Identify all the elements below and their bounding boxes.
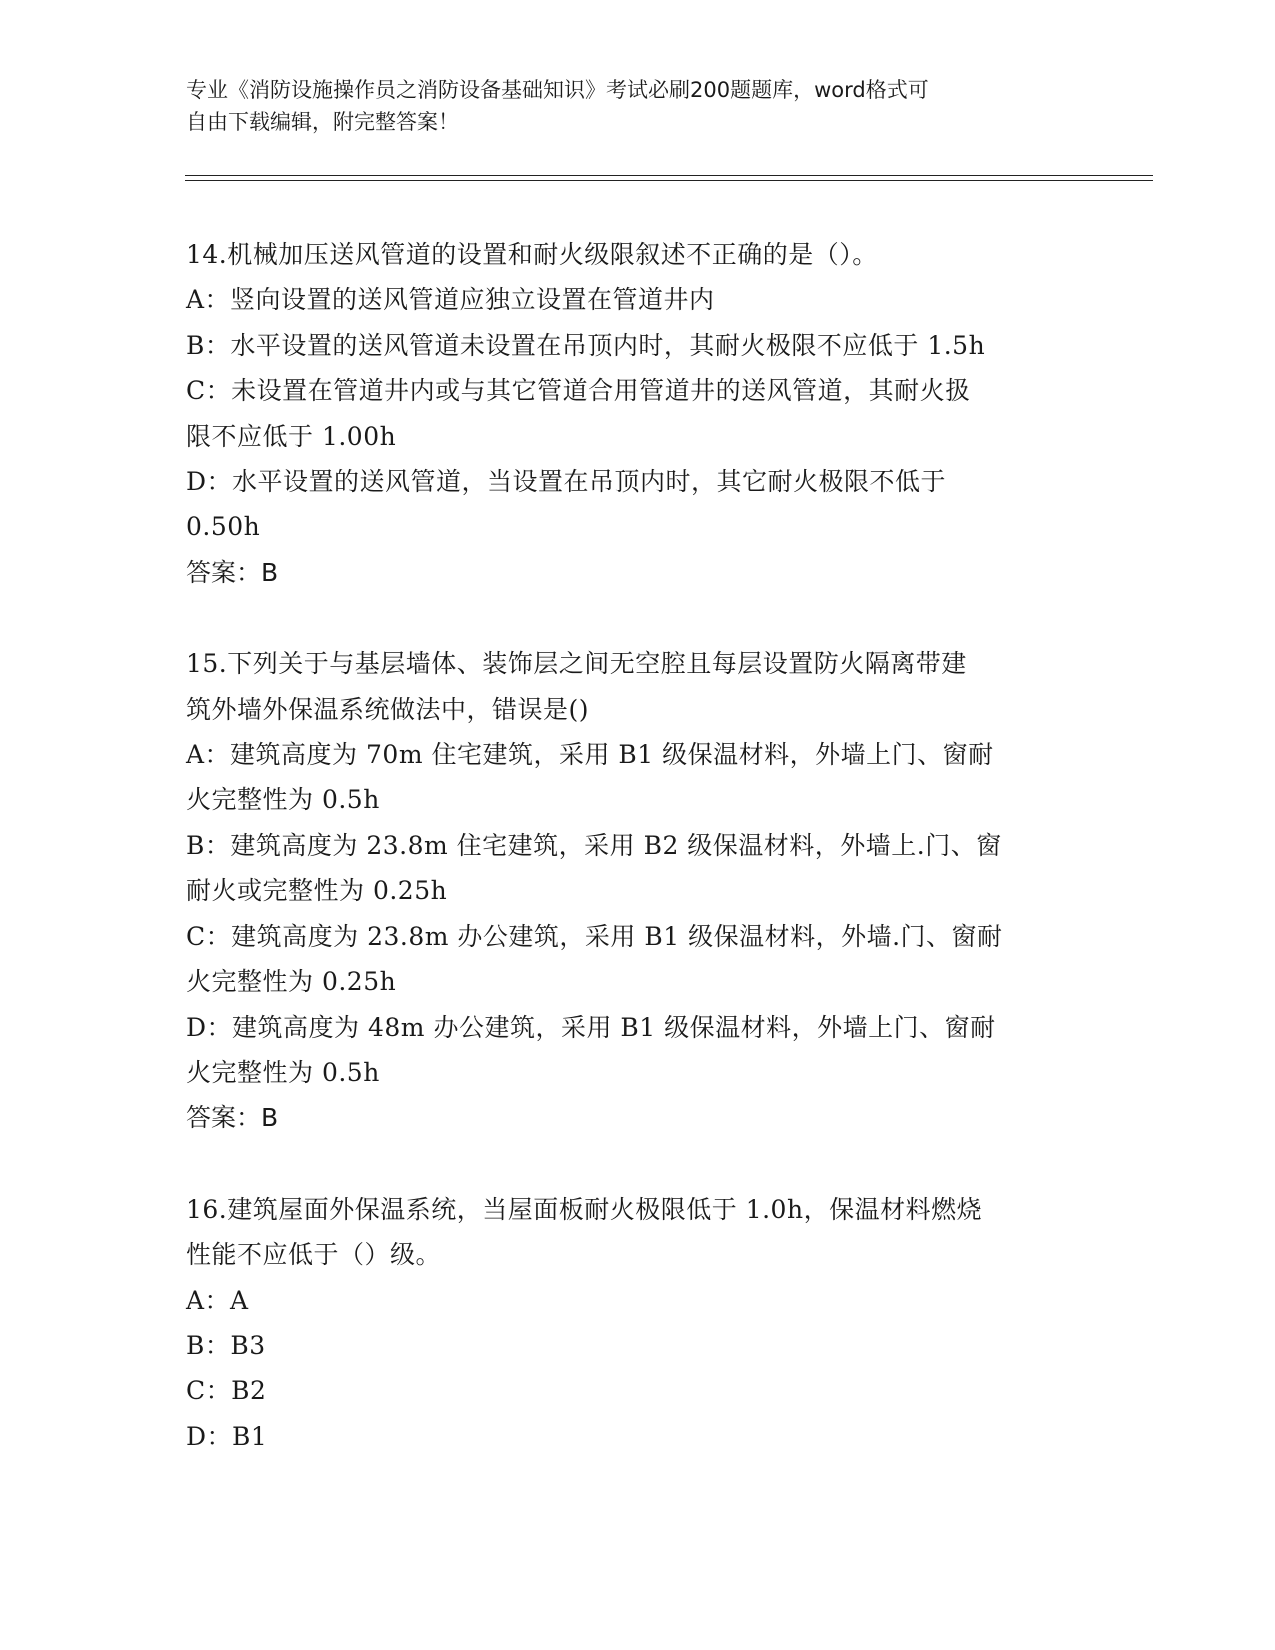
document-header bbox=[186, 74, 1066, 138]
question-16-option-b: B：B3 bbox=[186, 1330, 266, 1360]
question-15-option-b-line-2: 耐火或完整性为 0.25h bbox=[186, 876, 448, 906]
question-14-answer: 答案：B bbox=[186, 557, 279, 587]
question-list bbox=[186, 232, 1086, 1459]
question-14 bbox=[186, 232, 1086, 595]
header-line-1: 专业《消防设施操作员之消防设备基础知识》考试必刷200题题库，word格式可 bbox=[186, 78, 929, 102]
question-14-option-c-line-2: 限不应低于 1.00h bbox=[186, 421, 397, 451]
question-14-option-a: A：竖向设置的送风管道应独立设置在管道井内 bbox=[186, 285, 715, 315]
question-15 bbox=[186, 641, 1086, 1140]
question-15-option-c-line-1: C：建筑高度为 23.8m 办公建筑，采用 B1 级保温材料，外墙.门、窗耐 bbox=[186, 921, 1003, 951]
header-divider-top bbox=[185, 175, 1153, 176]
question-15-stem-line-1: 15.下列关于与基层墙体、装饰层之间无空腔且每层设置防火隔离带建 bbox=[186, 649, 967, 679]
question-15-option-c-line-2: 火完整性为 0.25h bbox=[186, 967, 397, 997]
question-spacer bbox=[186, 1141, 1086, 1187]
question-14-option-b: B：水平设置的送风管道未设置在吊顶内时，其耐火极限不应低于 1.5h bbox=[186, 330, 986, 360]
question-15-stem-line-2: 筑外墙外保温系统做法中，错误是() bbox=[186, 694, 590, 724]
question-14-option-d-line-2: 0.50h bbox=[186, 512, 261, 542]
question-16-option-a: A：A bbox=[186, 1285, 249, 1315]
question-16-stem-line-2: 性能不应低于（）级。 bbox=[186, 1240, 442, 1270]
question-14-option-d-line-1: D：水平设置的送风管道，当设置在吊顶内时，其它耐火极限不低于 bbox=[186, 467, 947, 497]
question-14-stem-line-1: 14.机械加压送风管道的设置和耐火级限叙述不正确的是（）。 bbox=[186, 240, 878, 269]
question-14-option-c-line-1: C：未设置在管道井内或与其它管道合用管道井的送风管道，其耐火扱 bbox=[186, 376, 971, 406]
question-16-stem-line-1: 16.建筑屋面外保温系统，当屋面板耐火极限低于 1.0h，保温材料燃烧 bbox=[186, 1194, 983, 1224]
question-15-option-d-line-1: D：建筑高度为 48m 办公建筑，采用 B1 级保温材料，外墙上门、窗耐 bbox=[186, 1012, 996, 1042]
question-16-option-d: D：B1 bbox=[186, 1421, 268, 1451]
header-divider-bottom bbox=[185, 180, 1153, 181]
question-spacer bbox=[186, 595, 1086, 641]
question-16 bbox=[186, 1187, 1086, 1459]
question-15-answer: 答案：B bbox=[186, 1103, 279, 1133]
question-15-option-a-line-1: A：建筑高度为 70m 住宅建筑，采用 B1 级保温材料，外墙上门、窗耐 bbox=[186, 740, 994, 770]
header-line-2: 自由下载编辑，附完整答案！ bbox=[186, 110, 459, 134]
question-15-option-b-line-1: B：建筑高度为 23.8m 住宅建筑，采用 B2 级保温材料，外墙上.门、窗 bbox=[186, 830, 1002, 860]
question-15-option-a-line-2: 火完整性为 0.5h bbox=[186, 785, 380, 815]
question-16-option-c: C：B2 bbox=[186, 1376, 267, 1406]
question-15-option-d-line-2: 火完整性为 0.5h bbox=[186, 1057, 380, 1087]
